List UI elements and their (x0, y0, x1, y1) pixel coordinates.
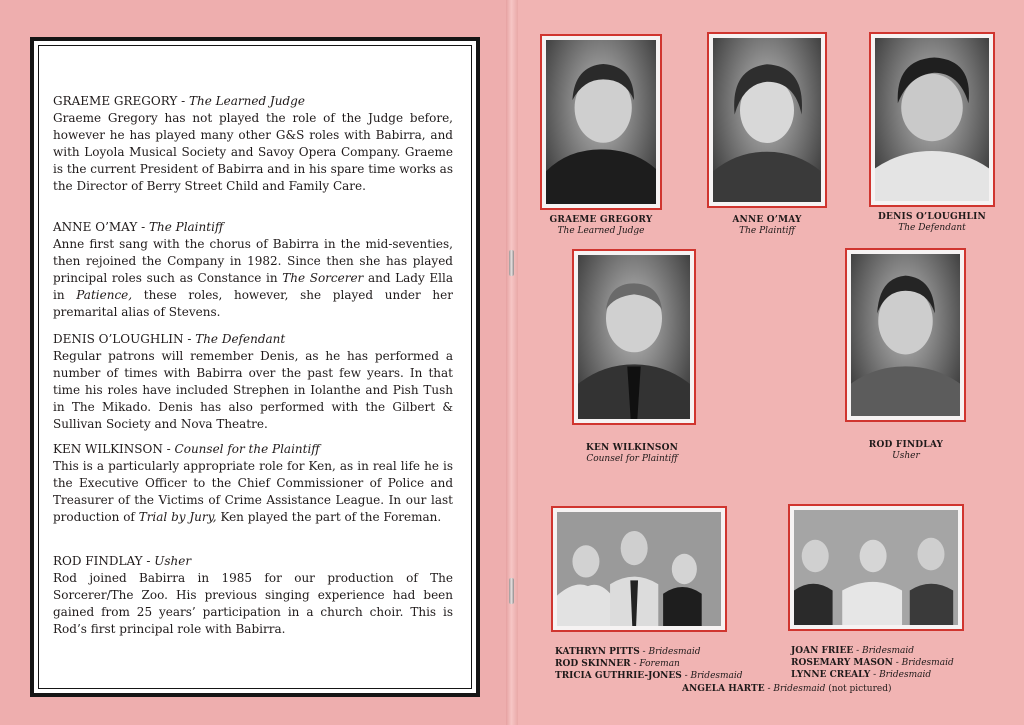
bio-name: ROD FINDLAY (53, 554, 143, 568)
bio-text: Regular patrons will remember Denis, as he has performed a number of times with Babirra over the past few years. In that time his roles have included Strephen in Iolanthe and Pish Tush in The Mikado. Denis has also performed with the Gilbert & Sullivan Society and Nova Theatre. (53, 349, 453, 431)
caption: DENIS O’LOUGHLIN The Defendant (878, 212, 986, 233)
cast-item: ROSEMARY MASON - Bridesmaid (791, 658, 954, 668)
bio-name: KEN WILKINSON (53, 442, 163, 456)
cast-item: ROD SKINNER - Foreman (555, 659, 680, 669)
portrait-photo (869, 32, 995, 207)
group-image (557, 512, 721, 626)
bio-role: Counsel for the Plaintiff (174, 442, 320, 456)
bio-name: DENIS O’LOUGHLIN (53, 332, 184, 346)
show-title: Trial by Jury, (138, 510, 217, 524)
portrait-photo (707, 32, 827, 208)
caption: ANNE O’MAY The Plaintiff (732, 215, 802, 236)
bio-denis-oloughlin: DENIS O’LOUGHLIN - The Defendant Regular patrons will remember Denis, as he has performed a number of times with Babirra over the past few years. In that time his roles have included Strephen in Iolanthe and Pish Tush in The Mikado. Denis has also performed with the Gilbert & Sullivan Society and Nova Theatre. (53, 332, 453, 431)
bio-text: This is a particularly appropriate role for Ken, as in real life he is the Executive Officer to the Chief Commissioner of Police and Treasurer of the Victims of Crime Assistance League. In our last production of Trial by Jury, Ken played the part of the Foreman. (53, 459, 453, 524)
bio-role: The Defendant (195, 332, 286, 346)
caption: GRAEME GREGORY The Learned Judge (549, 215, 653, 236)
bio-role: The Plaintiff (148, 220, 224, 234)
bio-role: The Learned Judge (189, 94, 305, 108)
bio-text: Rod joined Babirra in 1985 for our production of The Sorcerer/The Zoo. His previous singing experience had been gained from 25 years’ participation in a church choir. This is Rod’s first principal role with Babirra. (53, 571, 453, 636)
cast-item: LYNNE CREALY - Bridesmaid (791, 670, 932, 680)
cast-item: JOAN FRIEE - Bridesmaid (791, 646, 915, 656)
portrait-image (713, 38, 821, 202)
cast-item-not-pictured: ANGELA HARTE - Bridesmaid (not pictured) (682, 684, 892, 694)
group-photo (788, 504, 964, 631)
portrait-photo (540, 34, 662, 210)
cast-item: KATHRYN PITTS - Bridesmaid (555, 647, 701, 657)
portrait-image (875, 38, 989, 201)
bio-name: ANNE O’MAY (53, 220, 138, 234)
bio-name: GRAEME GREGORY (53, 94, 178, 108)
bio-text: Anne first sang with the chorus of Babirra in the mid-seventies, then rejoined the Company in 1982. Since then she has played principal roles such as Constance in The Sorcerer and Lady Ella in Patience, these roles, however, she played under her premarital alias of Stevens. (53, 237, 454, 319)
bio-text: Graeme Gregory has not played the role of the Judge before, however he has played many other G&S roles with Babirra, and with Loyola Musical Society and Savoy Opera Company. Graeme is the current President of Babirra and in his spare time works as the Director of Berry Street Child and Family Care. (53, 111, 453, 193)
bio-ken-wilkinson: KEN WILKINSON - Counsel for the Plaintiff This is a particularly appropriate role for Ken, as in real life he is the Executive Officer to the Chief Commissioner of Police and Treasurer of the Victims of Crime Assistance League. In our last production of Trial by Jury, Ken played the part of the Foreman. (53, 442, 453, 524)
cast-item: TRICIA GUTHRIE-JONES - Bridesmaid (555, 671, 743, 681)
show-title: The Sorcerer (282, 271, 364, 285)
staple (509, 250, 514, 276)
bio-role: Usher (154, 554, 192, 568)
portrait-photo (845, 248, 966, 422)
cast-list-left (555, 646, 743, 682)
cast-list-right (791, 645, 954, 681)
bio-rod-findlay: ROD FINDLAY - Usher Rod joined Babirra in 1985 for our production of The Sorcerer/The Zoo. His previous singing experience had been gained from 25 years’ participation in a church choir. This is Rod’s first principal role with Babirra. (53, 554, 453, 636)
portrait-photo (572, 249, 696, 425)
bio-panel (30, 37, 480, 697)
show-title: Patience, (76, 288, 133, 302)
group-image (794, 510, 958, 625)
staple (509, 578, 514, 604)
bio-anne-omay: ANNE O’MAY - The Plaintiff Anne first sang with the chorus of Babirra in the mid-seventies, then rejoined the Company in 1982. Since then she has played principal roles such as Constance in The Sorcerer and Lady Ella in Patience, these roles, however, she played under her premarital alias of Stevens. (53, 220, 454, 319)
caption: ROD FINDLAY Usher (868, 440, 944, 461)
portrait-image (546, 40, 656, 204)
portrait-image (851, 254, 960, 416)
caption: KEN WILKINSON Counsel for Plaintiff (585, 443, 679, 464)
book-spine (506, 0, 518, 725)
group-photo (551, 506, 727, 632)
portrait-image (578, 255, 690, 419)
bio-graeme-gregory: GRAEME GREGORY - The Learned Judge Graeme Gregory has not played the role of the Judge before, however he has played many other G&S roles with Babirra, and with Loyola Musical Society and Savoy Opera Company. Graeme is the current President of Babirra and in his spare time works as the Director of Berry Street Child and Family Care. (53, 94, 453, 193)
